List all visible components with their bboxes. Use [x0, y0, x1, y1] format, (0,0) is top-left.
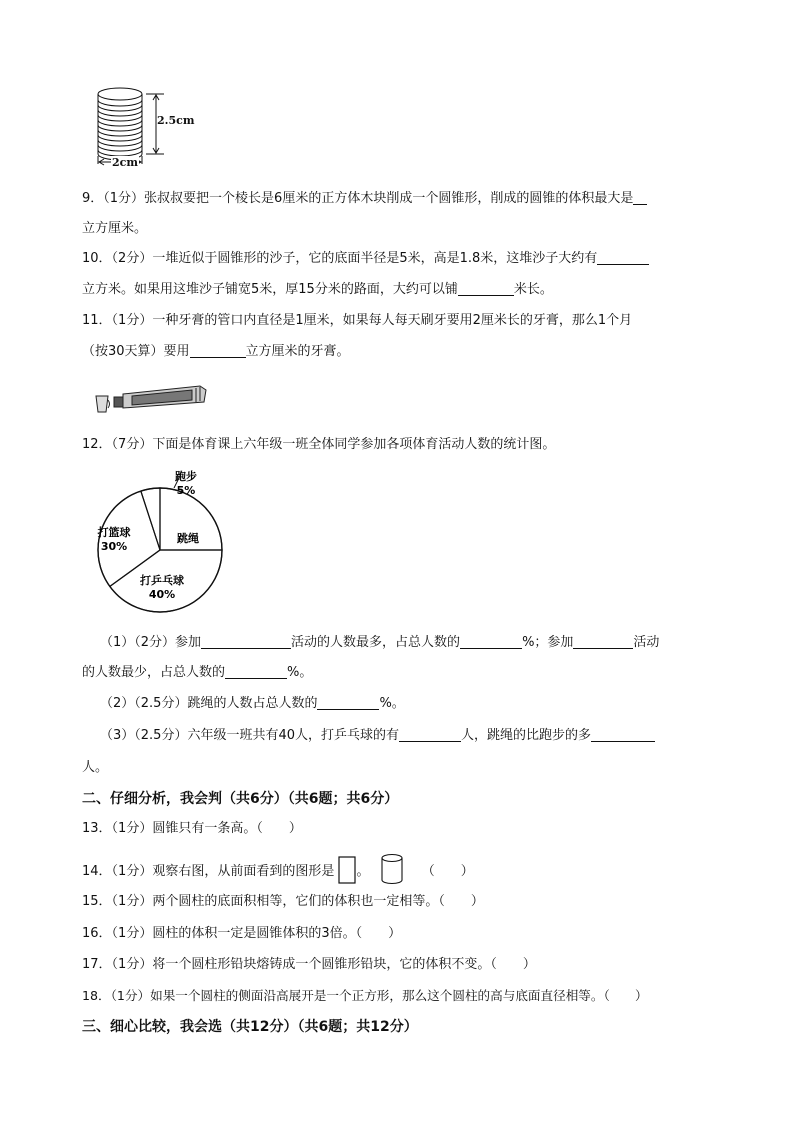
q14-text: 14．（1分）观察右图，从前面看到的图形是: [82, 864, 335, 879]
q14-paren: （ ）: [421, 864, 474, 879]
q12-sub3-line2: 人。: [82, 760, 109, 775]
q11-answer-blank[interactable]: [190, 343, 246, 358]
q12-sub1-d: 活动: [633, 635, 660, 650]
q10-answer-blank-1[interactable]: [597, 250, 649, 265]
q10-text-2a: 立方米。如果用这堆沙子铺宽5米，厚15分米的路面，大约可以铺: [82, 282, 458, 297]
q12-sub2-blank[interactable]: [317, 695, 379, 710]
pie-label-1: 跳绳: [177, 532, 199, 545]
q9-answer-blank[interactable]: [633, 190, 647, 205]
q11-text-2a: （按30天算）要用: [82, 344, 190, 359]
q13: 13．（1分）圆锥只有一条高。（ ）: [82, 821, 302, 836]
q12-sub2-b: %。: [379, 696, 405, 711]
q12-stem: 12．（7分）下面是体育课上六年级一班全体同学参加各项体育活动人数的统计图。: [82, 437, 556, 452]
q10-line2: [82, 281, 553, 299]
q15: 15．（1分）两个圆柱的底面积相等，它们的体积也一定相等。（ ）: [82, 894, 484, 909]
coin-stack-figure: [90, 84, 200, 170]
q12-sub3-b: 人，跳绳的比跑步的多: [461, 728, 592, 743]
section2-title: 二、仔细分析，我会判（共6分）（共6题；共6分）: [82, 791, 399, 807]
q12-sub1-f: %。: [287, 665, 313, 680]
q11-text-2b: 立方厘米的牙膏。: [245, 344, 350, 359]
q12-sub1-b: 活动的人数最多，占总人数的: [291, 635, 461, 650]
q10-text: 10．（2分）一堆近似于圆锥形的沙子，它的底面半径是5米，高是1.8米，这堆沙子大约有: [82, 251, 598, 266]
q17: 17．（1分）将一个圆柱形铅块熔铸成一个圆锥形铅块，它的体积不变。（ ）: [82, 957, 536, 972]
pie-label-3: 打篮球: [97, 526, 131, 539]
q10-line1: [82, 250, 649, 268]
q10-answer-blank-2[interactable]: [458, 281, 514, 296]
q12-sub2-line: [100, 695, 405, 713]
activity-pie-chart: [92, 466, 226, 618]
stack-height-label: 2.5cm: [157, 114, 195, 127]
pie-value-label-3: 30%: [100, 540, 128, 553]
q12-sub3-blank-1[interactable]: [399, 727, 461, 742]
q14-period: 。: [356, 864, 370, 879]
toothpaste-figure: [92, 380, 210, 416]
q9-line1: [82, 190, 647, 208]
q9-line2: 立方厘米。: [82, 221, 148, 236]
q18: 18．（1分）如果一个圆柱的侧面沿高展开是一个正方形，那么这个圆柱的高与底面直径相等。（ ）: [82, 988, 648, 1003]
rectangle-view-icon: [338, 856, 356, 884]
q12-sub1-a: （1）（2分）参加: [100, 635, 202, 650]
q12-sub1-blank-4[interactable]: [225, 664, 287, 679]
q12-sub1-blank-1[interactable]: [201, 634, 291, 649]
q11-line1: 11．（1分）一种牙膏的管口内直径是1厘米，如果每人每天刷牙要用2厘米长的牙膏，那么1个月: [82, 313, 633, 328]
q14-line: [82, 853, 474, 885]
stack-width-label: 2cm: [112, 156, 138, 169]
pie-label-0: 跑步: [175, 470, 197, 483]
q10-text-2b: 米长。: [513, 282, 553, 297]
q12-sub3-blank-2[interactable]: [591, 727, 655, 742]
q16: 16．（1分）圆柱的体积一定是圆锥体积的3倍。（ ）: [82, 926, 402, 941]
q12-sub1-e: 的人数最少，占总人数的: [82, 665, 226, 680]
section3-title: 三、细心比较，我会选（共12分）（共6题；共12分）: [82, 1019, 418, 1035]
q12-sub3-a: （3）（2.5分）六年级一班共有40人，打乒乓球的有: [100, 728, 399, 743]
q12-sub3-line1: [100, 727, 655, 745]
q12-sub1-blank-3[interactable]: [573, 634, 633, 649]
q9-text: 9．（1分）张叔叔要把一个棱长是6厘米的正方体木块削成一个圆锥形，削成的圆锥的体积最大是: [82, 191, 634, 206]
pie-label-2: 打乒乓球: [140, 574, 184, 587]
q12-sub1-blank-2[interactable]: [460, 634, 522, 649]
q12-sub1-c: %；参加: [522, 635, 574, 650]
pie-value-label-0: 5%: [176, 484, 196, 497]
cylinder-icon: [380, 853, 404, 885]
q12-sub1-line1: [100, 634, 659, 652]
q12-sub1-line2: [82, 664, 312, 682]
q12-sub2-a: （2）（2.5分）跳绳的人数占总人数的: [100, 696, 318, 711]
q11-line2: [82, 343, 350, 361]
pie-value-label-2: 40%: [148, 588, 176, 601]
